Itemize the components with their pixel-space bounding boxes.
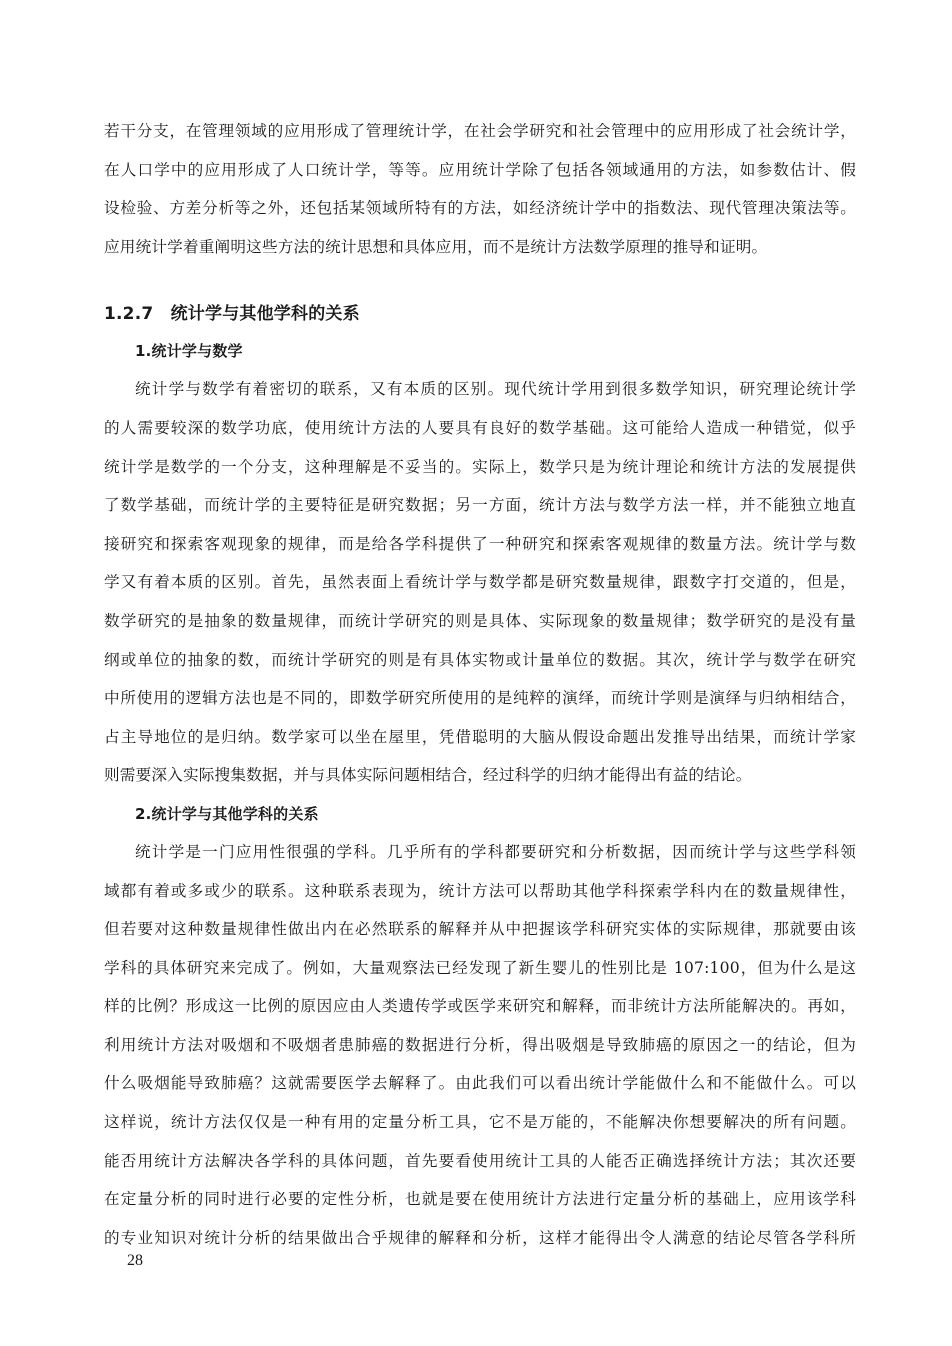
paragraph-line: 学科的具体研究来完成了。例如，大量观察法已经发现了新生婴儿的性别比是 107:100，但为什么是这 — [104, 958, 856, 977]
paragraph-line: 能否用统计方法解决各学科的具体问题，首先要看使用统计工具的人能否正确选择统计方法；其次还要 — [104, 1151, 856, 1170]
paragraph-line: 接研究和探索客观现象的规律，而是给各学科提供了一种研究和探索客观规律的数量方法。统计学与数 — [104, 534, 856, 553]
section-heading: 1.2.7 统计学与其他学科的关系 — [104, 304, 360, 325]
paragraph-line: 应用统计学着重阐明这些方法的统计思想和具体应用，而不是统计方法数学原理的推导和证明。 — [104, 237, 768, 256]
paragraph-line: 设检验、方差分析等之外，还包括某领域所特有的方法，如经济统计学中的指数法、现代管理决策法等。 — [104, 199, 856, 218]
paragraph-line: 统计学是数学的一个分支，这种理解是不妥当的。实际上，数学只是为统计理论和统计方法的发展提供 — [104, 457, 856, 476]
paragraph-line: 但若要对这种数量规律性做出内在必然联系的解释并从中把握该学科研究实体的实际规律，那就要由该 — [104, 920, 856, 939]
paragraph-line: 利用统计方法对吸烟和不吸烟者患肺癌的数据进行分析，得出吸烟是导致肺癌的原因之一的结论，但为 — [104, 1035, 856, 1054]
paragraph-line: 在人口学中的应用形成了人口统计学，等等。应用统计学除了包括各领域通用的方法，如参数估计、假 — [104, 160, 856, 179]
paragraph-line: 什么吸烟能导致肺癌？这就需要医学去解释了。由此我们可以看出统计学能做什么和不能做什么。可以 — [104, 1074, 856, 1093]
paragraph-line: 则需要深入实际搜集数据，并与具体实际问题相结合，经过科学的归纳才能得出有益的结论。 — [104, 766, 752, 785]
paragraph-line: 在定量分析的同时进行必要的定性分析，也就是要在使用统计方法进行定量分析的基础上，应用该学科 — [104, 1190, 856, 1209]
paragraph-line: 的专业知识对统计分析的结果做出合乎规律的解释和分析，这样才能得出令人满意的结论尽管各学科所 — [104, 1228, 856, 1247]
paragraph-line: 数学研究的是抽象的数量规律，而统计学研究的则是具体、实际现象的数量规律；数学研究的是没有量 — [104, 611, 856, 630]
intro-paragraph — [104, 112, 856, 266]
paragraph-line: 统计学与数学有着密切的联系，又有本质的区别。现代统计学用到很多数学知识，研究理论统计学 — [135, 380, 856, 399]
subsection-math-paragraph — [104, 370, 856, 795]
page-number: 28 — [127, 1252, 143, 1269]
paragraph-line: 统计学是一门应用性很强的学科。几乎所有的学科都要研究和分析数据，因而统计学与这些学科领 — [135, 842, 856, 861]
subsection-other-disciplines-paragraph — [104, 833, 856, 1258]
paragraph-line: 这样说，统计方法仅仅是一种有用的定量分析工具，它不是万能的，不能解决你想要解决的所有问题。 — [104, 1113, 856, 1132]
page-body — [104, 112, 856, 1257]
paragraph-line: 域都有着或多或少的联系。这种联系表现为，统计方法可以帮助其他学科探索学科内在的数量规律性， — [104, 881, 856, 900]
paragraph-line: 了数学基础，而统计学的主要特征是研究数据；另一方面，统计方法与数学方法一样，并不能独立地直 — [104, 496, 856, 515]
paragraph-line: 纲或单位的抽象的数，而统计学研究的则是有具体实物或计量单位的数据。其次，统计学与数学在研究 — [104, 650, 856, 669]
paragraph-line: 样的比例？形成这一比例的原因应由人类遗传学或医学来研究和解释，而非统计方法所能解决的。再如， — [104, 997, 856, 1016]
paragraph-line: 的人需要较深的数学功底，使用统计方法的人要具有良好的数学基础。这可能给人造成一种错觉，似乎 — [104, 418, 856, 437]
paragraph-line: 若干分支，在管理领域的应用形成了管理统计学，在社会学研究和社会管理中的应用形成了社会统计学， — [104, 122, 856, 140]
paragraph-line: 学又有着本质的区别。首先，虽然表面上看统计学与数学都是研究数量规律，跟数字打交道的，但是， — [104, 573, 856, 592]
subsection-heading-math: 1.统计学与数学 — [135, 342, 243, 361]
paragraph-line: 占主导地位的是归纳。数学家可以坐在屋里，凭借聪明的大脑从假设命题出发推导出结果，而统计学家 — [104, 727, 856, 746]
paragraph-line: 中所使用的逻辑方法也是不同的，即数学研究所使用的是纯粹的演绎，而统计学则是演绎与归纳相结合， — [104, 689, 856, 708]
subsection-heading-other-disciplines: 2.统计学与其他学科的关系 — [135, 804, 319, 823]
